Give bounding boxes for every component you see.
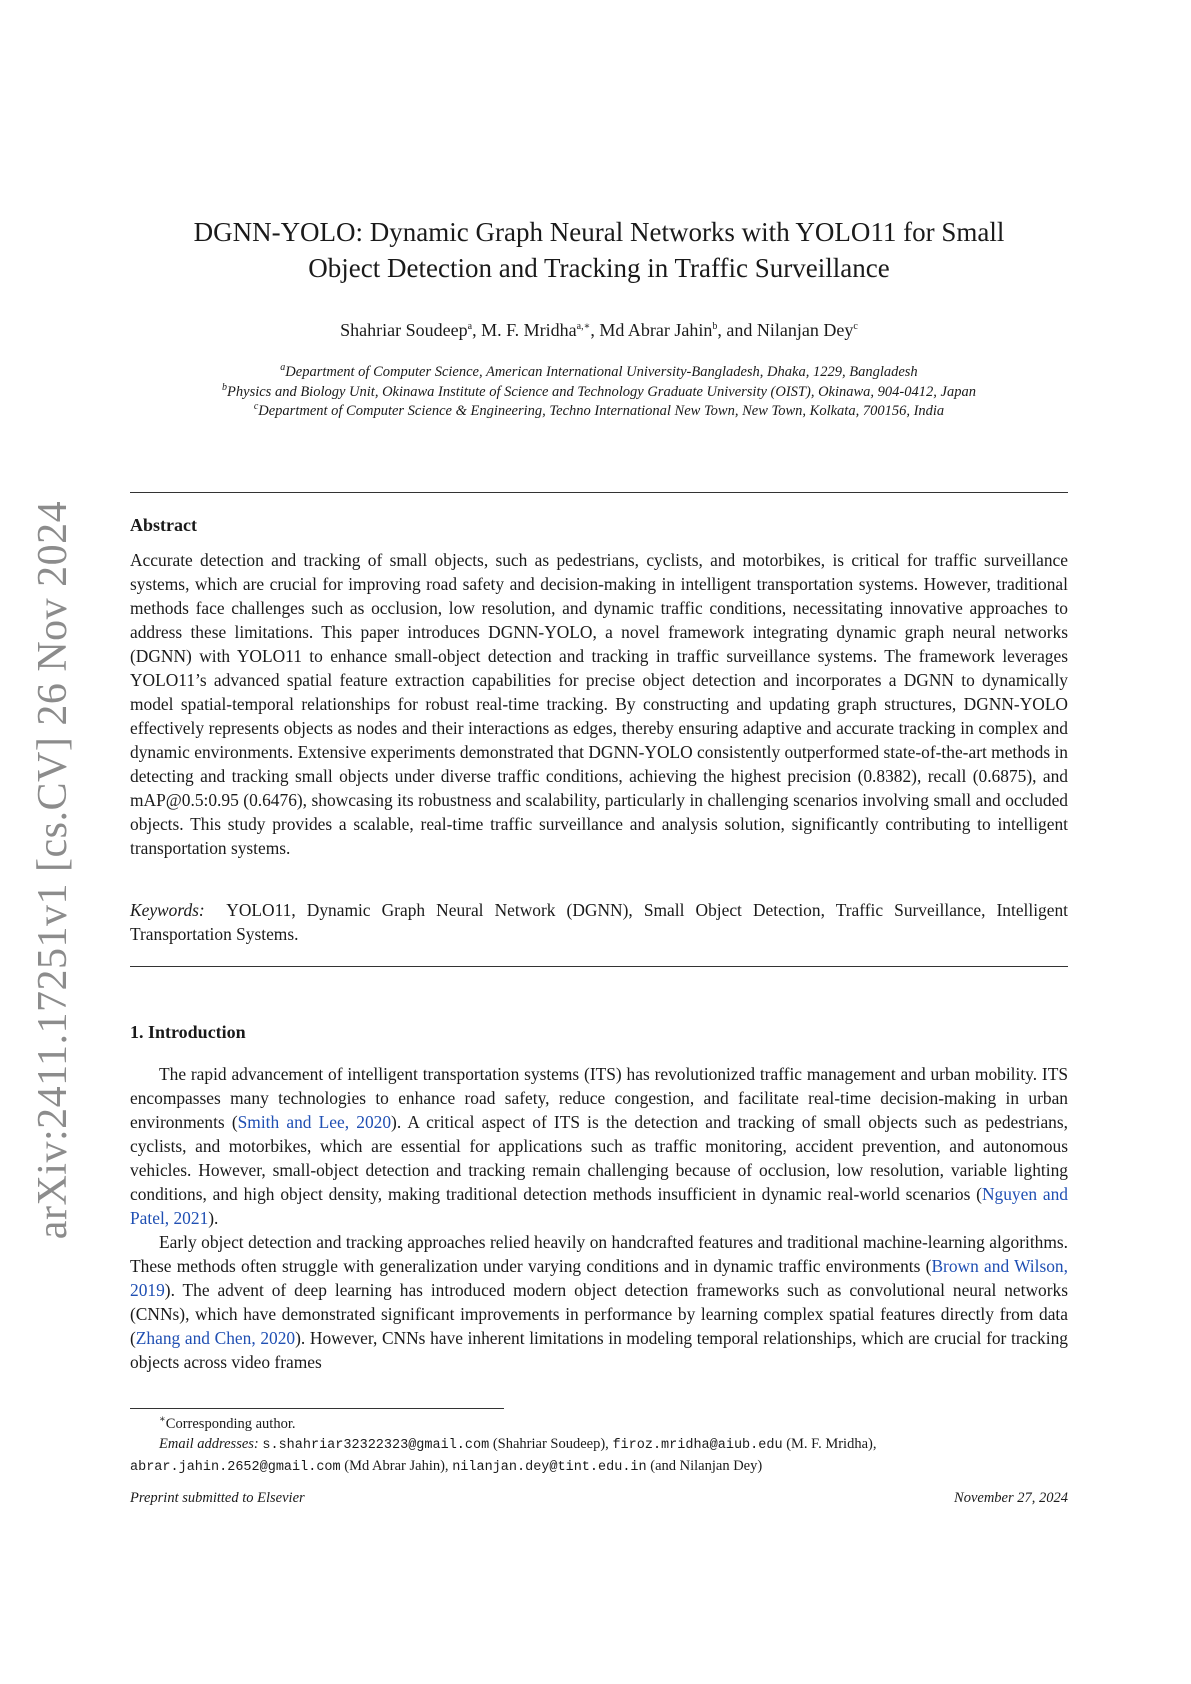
- citation-author: Zhang and Chen: [135, 1328, 252, 1348]
- email-link[interactable]: firoz.mridha@aiub.edu: [612, 1438, 783, 1453]
- abstract-heading: Abstract: [130, 515, 197, 535]
- title-line-2: Object Detection and Tracking in Traffic Surveillance: [308, 253, 890, 283]
- citation-link[interactable]: Nguyen and Patel, 2021: [130, 1184, 1068, 1228]
- section-heading-introduction: 1. Introduction: [130, 1022, 246, 1042]
- email-owner: (Md Abrar Jahin),: [340, 1458, 453, 1474]
- abstract-text: Accurate detection and tracking of small objects, such as pedestrians, cyclists, and motorbikes, is critical for traffic surveillance systems, which are crucial for improving road safety and decision-making in intelligent transportation systems. However, traditional methods face challenges such as occlusion, low resolution, and dynamic traffic conditions, necessitating innovative approaches to address these limitations. This paper introduces DGNN-YOLO, a novel framework integrating dynamic graph neural networks (DGNN) with YOLO11 to enhance small-object detection and tracking in traffic surveillance systems. The framework leverages YOLO11’s advanced spatial feature extraction capabilities for precise object detection and incorporates a DGNN to dynamically model spatial-temporal relationships for robust real-time tracking. By constructing and updating graph structures, DGNN-YOLO effectively represents objects as nodes and their interactions as edges, thereby ensuring adaptive and accurate tracking in complex and dynamic environments. Extensive experiments demonstrated that DGNN-YOLO consistently outperformed state-of-the-art methods in detecting and tracking small objects under diverse traffic conditions, achieving the highest precision (0.8382), recall (0.6875), and mAP@0.5:0.95 (0.6476), showcasing its robustness and scalability, particularly in challenging scenarios involving small and occluded objects. This study provides a scalable, real-time traffic surveillance and analysis solution, significantly contributing to intelligent transportation systems.: [130, 550, 1068, 858]
- affiliation: [130, 383, 1068, 403]
- author-name: Nilanjan Dey: [756, 320, 854, 340]
- author-affil-mark: b: [712, 321, 718, 332]
- email-label: Email addresses:: [159, 1436, 259, 1452]
- introduction-body: [130, 1062, 1068, 1374]
- affiliation: [130, 402, 1068, 422]
- email-link[interactable]: s.shahriar32322323@gmail.com: [262, 1438, 490, 1453]
- affiliation-text: Physics and Biology Unit, Okinawa Institute of Science and Technology Graduate University (OIST), Okinawa, 904-0412, Japan: [227, 383, 976, 400]
- affiliation-mark: c: [253, 401, 259, 413]
- author-separator: ,: [472, 320, 482, 340]
- email-link[interactable]: nilanjan.dey@tint.edu.in: [452, 1460, 647, 1475]
- keywords: [130, 898, 1068, 946]
- affiliation-mark: b: [222, 381, 228, 393]
- author-name: Shahriar Soudeep: [340, 320, 468, 340]
- paragraph-text: ). However, CNNs have inherent limitations in modeling temporal relationships, which are crucial for tracking objects across video frames: [130, 1328, 1068, 1372]
- arxiv-identifier: arXiv:2411.17251v1 [cs.CV] 26 Nov 2024: [30, 500, 76, 1240]
- footer-date: November 27, 2024: [954, 1490, 1068, 1506]
- keywords-label: Keywords:: [130, 900, 205, 920]
- title-line-1: DGNN-YOLO: Dynamic Graph Neural Networks with YOLO11 for Small: [193, 217, 1005, 247]
- affiliation: [130, 363, 1068, 383]
- citation-year: 2020: [356, 1112, 392, 1132]
- footnote-text: Corresponding author.: [165, 1416, 296, 1432]
- paper-title: [130, 214, 1068, 286]
- author-affil-mark: a: [467, 321, 473, 332]
- footnote-emails: [130, 1434, 1068, 1456]
- paragraph: [130, 1230, 1068, 1374]
- footnote-corresponding: [130, 1414, 1068, 1434]
- paragraph-text: ).: [208, 1208, 219, 1228]
- paragraph-text: ). The advent of deep learning has introduced modern object detection frameworks such as convolutional neural networks (CNNs), which have demonstrated significant improvements in performance by learning complex spatial features directly from data (: [130, 1280, 1068, 1348]
- footer-preprint-note: Preprint submitted to Elsevier: [130, 1490, 305, 1506]
- author-affil-mark: c: [853, 321, 858, 332]
- author-separator: ,: [590, 320, 600, 340]
- citation-link[interactable]: Zhang and Chen, 2020: [135, 1328, 296, 1348]
- paragraph-text: ). A critical aspect of ITS is the detection and tracking of small objects such as pedestrians, cyclists, and motorbikes, which are essential for applications such as traffic monitoring, accident prevention, and autonomous vehicles. However, small-object detection and tracking remain challenging because of occlusion, low resolution, variable lighting conditions, and high object density, making traditional detection methods insufficient in dynamic real-world scenarios (: [130, 1112, 1068, 1204]
- citation-year: 2019: [130, 1280, 165, 1300]
- citation-author: Smith and Lee: [237, 1112, 345, 1132]
- footnote-mark: ∗: [159, 1414, 166, 1426]
- paragraph: [130, 1062, 1068, 1230]
- author-affil-mark: a,∗: [576, 321, 591, 332]
- citation-author: Nguyen and Patel: [130, 1184, 1068, 1228]
- affiliation-mark: a: [280, 362, 286, 374]
- author-name: M. F. Mridha: [481, 320, 577, 340]
- affiliation-text: Department of Computer Science, American International University-Bangladesh, Dhaka, 1229, Bangladesh: [285, 364, 918, 380]
- author-list: [130, 320, 1068, 341]
- citation-link[interactable]: Smith and Lee, 2020: [237, 1112, 392, 1132]
- affiliation-list: [130, 363, 1068, 422]
- citation-year: 2021: [173, 1208, 209, 1228]
- abstract-top-rule: [130, 492, 1068, 493]
- arxiv-sidebar: [18, 500, 88, 1240]
- footnote-rule: [130, 1408, 504, 1409]
- footnotes: [130, 1414, 1068, 1478]
- author-name: Md Abrar Jahin: [599, 320, 713, 340]
- keywords-text: YOLO11, Dynamic Graph Neural Network (DGNN), Small Object Detection, Traffic Surveillance, Intelligent Transportation Systems.: [130, 900, 1068, 944]
- email-link[interactable]: abrar.jahin.2652@gmail.com: [130, 1460, 341, 1475]
- citation-author: Brown and Wilson: [931, 1256, 1064, 1276]
- email-owner: (and Nilanjan Dey): [646, 1458, 763, 1474]
- paragraph-text: Early object detection and tracking approaches relied heavily on handcrafted features and traditional machine-learning algorithms. These methods often struggle with generalization under varying conditions and in dynamic traffic environments (: [130, 1232, 1068, 1276]
- citation-link[interactable]: Brown and Wilson, 2019: [130, 1256, 1068, 1300]
- paragraph-text: The rapid advancement of intelligent transportation systems (ITS) has revolutionized traffic management and urban mobility. ITS encompasses many technologies to enhance road safety, reduce congestion, and facilitate real-time decision-making in urban environments (: [130, 1064, 1068, 1132]
- footnote-emails-cont: [130, 1456, 1068, 1478]
- author-separator: , and: [717, 320, 757, 340]
- abstract-bottom-rule: [130, 966, 1068, 967]
- affiliation-text: Department of Computer Science & Engineering, Techno International New Town, New Town, Kolkata, 700156, India: [258, 403, 945, 419]
- email-owner: (Shahriar Soudeep),: [489, 1436, 613, 1452]
- citation-year: 2020: [260, 1328, 296, 1348]
- email-owner: (M. F. Mridha),: [782, 1436, 877, 1452]
